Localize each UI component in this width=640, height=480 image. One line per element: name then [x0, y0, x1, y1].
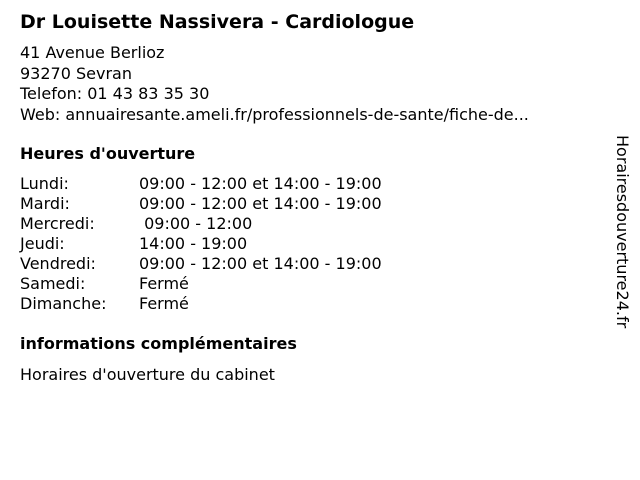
website-link[interactable]: Web: annuairesante.ameli.fr/professionnels-de-sante/fiche-de...	[20, 104, 529, 124]
day-label: Dimanche:	[20, 294, 107, 313]
time-value: 09:00 - 12:00	[139, 214, 253, 233]
phone-number: Telefon: 01 43 83 35 30	[20, 84, 210, 103]
day-label: Mercredi:	[20, 214, 95, 233]
time-value: Fermé	[139, 274, 189, 293]
time-value: 09:00 - 12:00 et 14:00 - 19:00	[139, 174, 382, 193]
day-label: Vendredi:	[20, 254, 96, 273]
day-label: Jeudi:	[20, 234, 65, 253]
time-value: Fermé	[139, 294, 189, 313]
day-label: Samedi:	[20, 274, 86, 293]
contact-block	[20, 43, 529, 125]
time-value: 14:00 - 19:00	[139, 234, 248, 253]
side-brand-watermark: Horairesdouverture24.fr	[613, 135, 632, 329]
page-title: Dr Louisette Nassivera - Cardiologue	[20, 11, 415, 33]
time-value: 09:00 - 12:00 et 14:00 - 19:00	[139, 254, 382, 273]
day-label: Lundi:	[20, 174, 69, 193]
info-text: Horaires d'ouverture du cabinet	[20, 365, 275, 384]
city-address: 93270 Sevran	[20, 63, 132, 83]
time-value: 09:00 - 12:00 et 14:00 - 19:00	[139, 194, 382, 213]
street-address: 41 Avenue Berlioz	[20, 43, 165, 62]
info-heading: informations complémentaires	[20, 334, 297, 353]
hours-heading: Heures d'ouverture	[20, 144, 196, 163]
day-label: Mardi:	[20, 194, 70, 213]
